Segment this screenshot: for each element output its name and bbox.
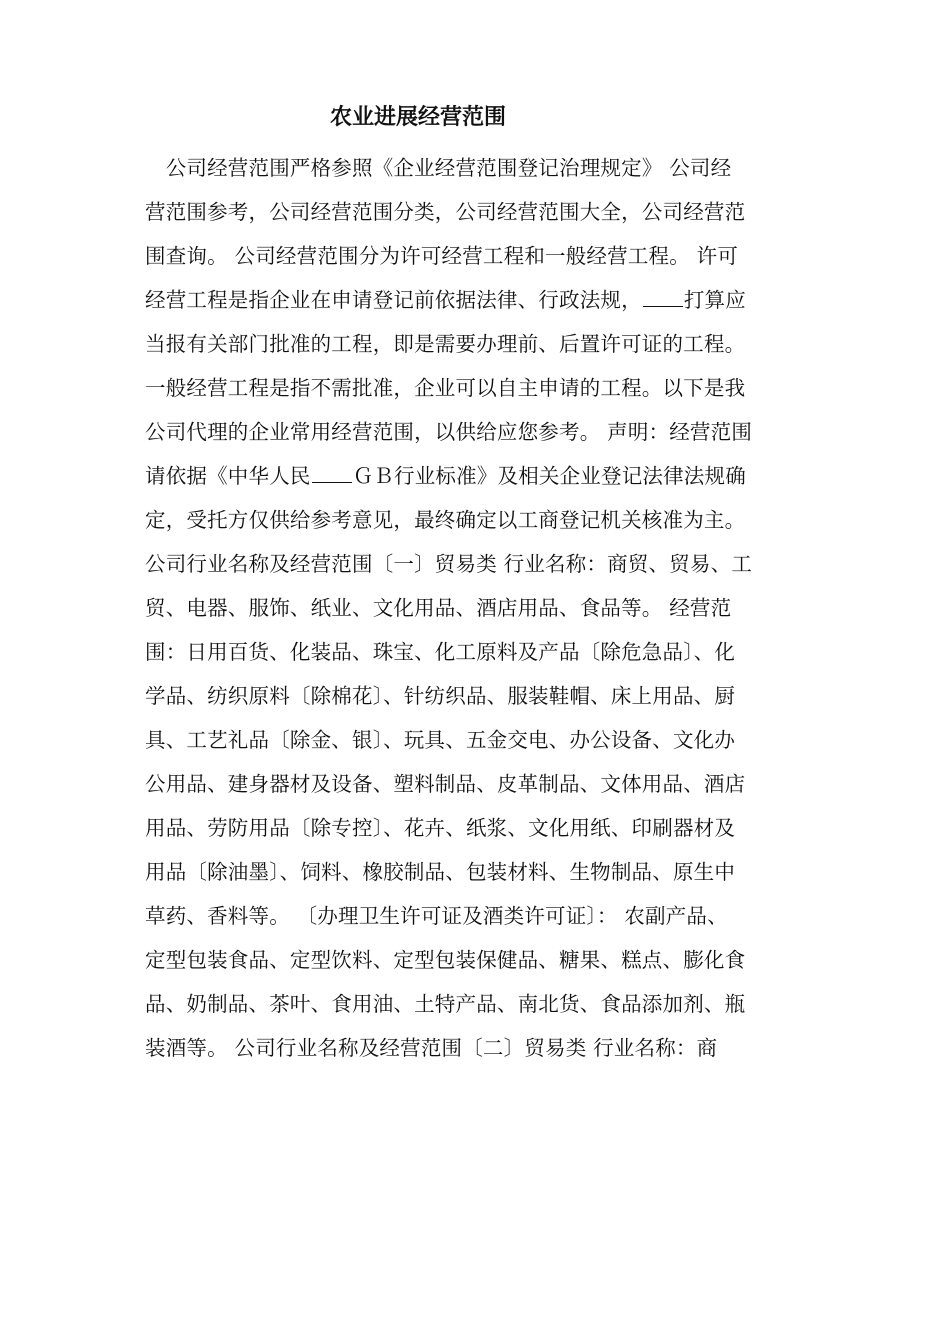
line-text: 围查询。 公司经营范围分为许可经营工程和一般经营工程。 许可 xyxy=(145,244,739,268)
paragraph-line xyxy=(145,674,815,718)
paragraph-line xyxy=(145,542,815,586)
paragraph-line xyxy=(145,146,815,190)
paragraph-line xyxy=(145,366,815,410)
line-text: 公司行业名称及经营范围〔一〕贸易类 行业名称：商贸、贸易、工 xyxy=(145,552,753,576)
paragraph-line xyxy=(145,234,815,278)
line-text: 一般经营工程是指不需批准，企业可以自主申请的工程。以下是我 xyxy=(145,376,746,400)
paragraph-line xyxy=(145,806,815,850)
line-text: 请依据《中华人民 xyxy=(145,464,311,488)
paragraph-line xyxy=(145,894,815,938)
paragraph-line xyxy=(145,498,815,542)
fill-in-blank xyxy=(312,464,352,483)
line-text: 公司代理的企业常用经营范围，以供给应您参考。 声明：经营范围 xyxy=(145,420,753,444)
document-title: 农业进展经营范围 xyxy=(329,105,506,130)
line-text: 定型包装食品、定型饮料、定型包装保健品、糖果、糕点、膨化食 xyxy=(145,948,746,972)
line-text: 公司经营范围严格参照《企业经营范围登记治理规定》 公司经 xyxy=(145,156,732,180)
paragraph-line xyxy=(145,1026,815,1070)
paragraph-line xyxy=(145,190,815,234)
paragraph-line xyxy=(145,586,815,630)
line-text: 装酒等。 公司行业名称及经营范围〔二〕贸易类 行业名称：商 xyxy=(145,1036,718,1060)
line-text: 品、奶制品、茶叶、食用油、土特产品、南北货、食品添加剂、瓶 xyxy=(145,992,746,1016)
paragraph-line xyxy=(145,762,815,806)
line-text: 用品、劳防用品〔除专控〕、花卉、纸浆、文化用纸、印刷器材及 xyxy=(145,816,736,840)
line-text: 营范围参考，公司经营范围分类，公司经营范围大全，公司经营范 xyxy=(145,200,746,224)
fill-in-blank xyxy=(643,288,683,307)
paragraph-line xyxy=(145,410,815,454)
line-text: 贸、电器、服饰、纸业、文化用品、酒店用品、食品等。 经营范 xyxy=(145,596,732,620)
line-text: 具、工艺礼品〔除金、银〕、玩具、五金交电、办公设备、文化办 xyxy=(145,728,736,752)
paragraph-line xyxy=(145,630,815,674)
paragraph-line xyxy=(145,278,815,322)
paragraph-line xyxy=(145,454,815,498)
line-text: 经营工程是指企业在申请登记前依据法律、行政法规， xyxy=(145,288,642,312)
line-text: 定，受托方仅供给参考意见，最终确定以工商登记机关核准为主。 xyxy=(145,508,746,532)
line-text: 草药、香料等。 〔办理卫生许可证及酒类许可证〕： 农副产品、 xyxy=(145,904,728,928)
line-text: 当报有关部门批准的工程，即是需要办理前、后置许可证的工程。 xyxy=(145,332,746,356)
paragraph-line xyxy=(145,938,815,982)
paragraph-line xyxy=(145,850,815,894)
line-text: 学品、纺织原料〔除棉花〕、针纺织品、服装鞋帽、床上用品、厨 xyxy=(145,684,736,708)
paragraph-line xyxy=(145,322,815,366)
line-text: 用品〔除油墨〕、饲料、橡胶制品、包装材料、生物制品、原生中 xyxy=(145,860,736,884)
paragraph-line xyxy=(145,982,815,1026)
document-body xyxy=(145,146,815,1070)
line-text-continued: 打算应 xyxy=(683,288,746,312)
line-text: 围：日用百货、化装品、珠宝、化工原料及产品〔除危急品〕、化 xyxy=(145,640,736,664)
line-text-continued: ＧＢ行业标准》及相关企业登记法律法规确 xyxy=(352,464,746,488)
paragraph-line xyxy=(145,718,815,762)
line-text: 公用品、建身器材及设备、塑料制品、皮革制品、文体用品、酒店 xyxy=(145,772,746,796)
